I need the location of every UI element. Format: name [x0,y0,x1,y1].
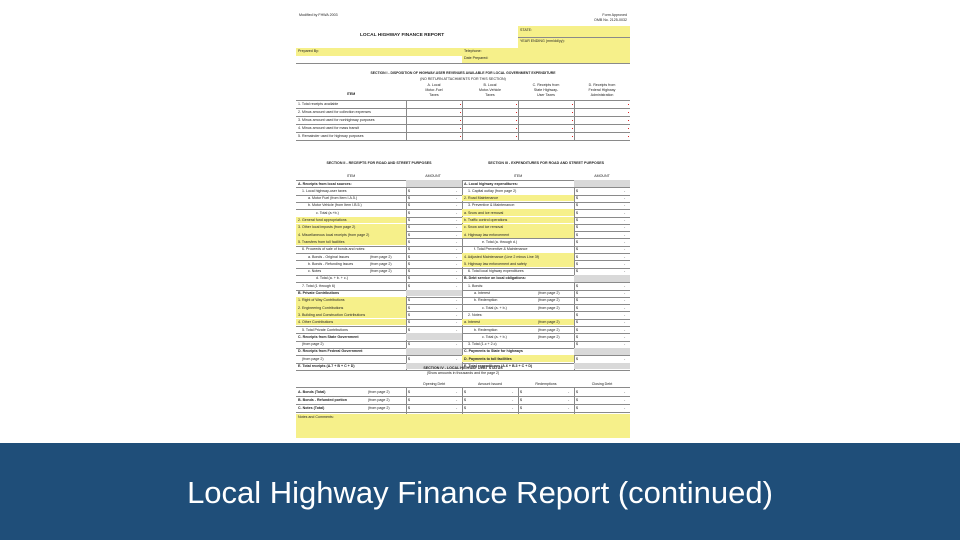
section3-row-label: 2. Notes: [468,312,483,317]
section4-col-header: Closing Debt [591,382,613,386]
section1-rule [296,116,630,117]
section1-subtitle: (NO RETURN ATTACHMENTS FOR THIS SECTION) [420,77,506,81]
section3-dollar-sign: $ [576,298,578,303]
marker-icon [572,104,573,105]
marker-icon [516,120,517,121]
section4-col-divider [518,387,519,414]
section2-dollar-sign: $ [408,254,410,259]
marker-icon [572,120,573,121]
section3-dollar-sign: $ [576,291,578,295]
section3-dollar-sign: $ [576,327,578,332]
section4-dollar-sign: $ [520,389,522,394]
section4-rule [296,404,630,405]
section4-amount-dash: - [512,389,514,394]
section3-row-note: (from page 2) [538,305,560,310]
section2-amount-dash: - [456,305,458,310]
marker-icon [460,104,461,105]
section2-row-label: c. Total (a.+b.) [316,210,339,215]
section3-row-label: f. Total Preventive & Maintenance [474,247,528,252]
section4-col-divider [574,387,575,414]
section4-col-header: Amount Issued [478,382,502,386]
section2-gray-cell [406,180,462,187]
section3-dollar-sign: $ [576,239,578,244]
section2-amount-dash: - [456,254,458,259]
section2-title: SECTION II - RECEIPTS FOR ROAD AND STREET PURPOSES [326,161,432,165]
section3-amount-dash: - [624,320,626,325]
section3-row-label: e. Total (a. through d.) [482,239,518,244]
section2-row-label: B. Private Contributions [298,291,340,295]
section3-dollar-sign: $ [576,269,578,274]
marker-icon [628,136,629,137]
section2-amount-dash: - [456,232,458,237]
section2-dollar-sign: $ [408,305,410,310]
section4-row-note: (from page 2) [368,405,390,410]
section1-col-header: Motor-Vehicle [479,88,501,92]
section3-row-label: 6. Total local highway expenditures [468,269,524,274]
section2-dollar-sign: $ [408,188,410,193]
section4-amount-dash: - [624,405,626,410]
section3-row-label: D. Payments to toll facilities [464,356,512,361]
section4-amount-dash: - [456,405,458,410]
section1-col-divider [574,100,575,140]
section2-row-label: 2. Engineering Contributions [298,305,344,310]
section3-dollar-sign: $ [576,210,578,215]
section3-row-label: 2. Road Maintenance [464,196,499,201]
section3-row-label: 5. Highway law enforcement and safety [464,261,527,266]
section2-dollar-sign: $ [408,210,410,215]
section3-amount-dash: - [624,305,626,310]
section3-row-label: c. Total (a. + b.) [482,334,507,339]
section4-amount-dash: - [512,397,514,402]
form-title: LOCAL HIGHWAY FINANCE REPORT [360,33,445,38]
section3-amount-dash: - [624,232,626,237]
section3-row-label: b. Traffic control operations [464,218,508,222]
state-label: STATE: [520,28,533,32]
section4-dollar-sign: $ [408,397,410,402]
section1-col-header: Motor-Fuel [425,88,443,92]
section2-dollar-sign: $ [408,312,410,317]
section1-rule [296,124,630,125]
form-modified-note: Modified by FHWA 2003 [299,13,338,17]
section2-row-label: C. Receipts from State Government [298,334,359,339]
section2-dollar-sign: $ [408,298,410,303]
section3-row-label: C. Payments to State for highways [464,349,523,354]
section1-rule [296,132,630,133]
section3-dollar-sign: $ [576,356,578,361]
section1-col-header: Taxes [485,93,495,97]
section2-amount-dash: - [456,188,458,193]
section3-dollar-sign: $ [576,305,578,310]
marker-icon [460,136,461,137]
section1-col-header: Taxes [429,93,439,97]
section4-amount-dash: - [456,397,458,402]
section2-dollar-sign: $ [408,203,410,208]
marker-icon [572,136,573,137]
section2-row-label: 3. Other local imposts (from page 2) [298,225,356,230]
section2-dollar-sign: $ [408,239,410,244]
section3-amount-dash: - [624,269,626,274]
section2-amount-dash: - [456,356,458,361]
section3-amount-dash: - [624,254,626,259]
section1-col-header: Federal Highway [588,88,616,92]
section2-row-label: d. Total (a. + b. + c.) [316,276,348,281]
marker-icon [572,112,573,113]
section2-row-label: 5. Transfers from toll facilities [298,239,345,244]
section2-row-label: 4. Other Contributions [298,320,334,325]
section3-amount-dash: - [624,203,626,208]
section1-col-header: State Highway- [533,88,559,92]
section3-title: SECTION III - EXPENDITURES FOR ROAD AND STREET PURPOSES [487,161,605,165]
section1-col-header: Administration [590,93,614,97]
section2-gray-cell [406,348,462,355]
section3-row-label: c. Snow and ice removal [464,225,504,230]
section1-col-header: C. Receipts from [532,83,560,87]
section2-amount-dash: - [456,298,458,303]
section3-row-label: 3. Total (1.c + 2.c) [468,342,497,347]
section3-row-label: 1. Capital outlay (from page 2) [468,188,517,193]
section2-dollar-sign: $ [408,232,410,237]
section4-col-divider [406,387,407,414]
section3-row-note: (from page 2) [538,291,560,295]
highway-finance-form-image [296,10,630,438]
section4-dollar-sign: $ [576,405,578,410]
section3-amount-dash: - [624,218,626,222]
section4-dollar-sign: $ [520,405,522,410]
section4-col-divider [462,387,463,414]
section3-rule [462,311,630,312]
section4-row-label: C. Notes (Total) [298,405,325,410]
section3-amount-dash: - [624,298,626,303]
section2-dollar-sign: $ [408,283,410,288]
section2-amount-dash: - [456,239,458,244]
section3-row-label: c. Total (a. + b.) [482,305,507,310]
section3-row-label: 4. Adjusted Maintenance (Line 2 minus Line 3f) [464,254,539,259]
section3-row-label: d. Highway law enforcement [464,232,510,237]
section2-amount-dash: - [456,210,458,215]
section2-row-label: a. Motor Fuel (from Item I.A.5.) [308,196,358,201]
section3-row-note: (from page 2) [538,298,560,303]
section4-rule [296,412,630,413]
section2-row-label: b. Bonds - Refunding Issues [308,261,354,266]
section1-col-header: User Taxes [537,93,555,97]
section3-row-label: a. Snow and ice removal [464,210,504,215]
section4-amount-dash: - [568,405,570,410]
section3-dollar-sign: $ [576,225,578,230]
section2-row-label: 7. Total (1 through 6) [302,283,336,288]
marker-icon [516,112,517,113]
section2-amount-dash: - [456,203,458,208]
section2-row-label: c. Notes [308,269,322,274]
section2-amount-dash: - [456,276,458,281]
notes-field [296,414,630,438]
marker-icon [516,136,517,137]
marker-icon [460,128,461,129]
section2-row-label: 1. Local highway-user taxes [302,188,347,193]
section3-gray-cell [574,275,630,282]
section4-title: SECTION IV - LOCAL HIGHWAY DEBT STATUS [423,366,503,370]
section3-amount-dash: - [624,356,626,361]
section4-dollar-sign: $ [576,397,578,402]
marker-icon [516,128,517,129]
section2-row-label: 5. Total Private Contributions [302,327,348,332]
section4-amount-dash: - [512,405,514,410]
section3-rule [462,282,630,283]
section3-row-label: B. Debt service on local obligations: [464,276,526,281]
section3-row-label: A. Local highway expenditures: [464,181,518,186]
section2-amount-dash: - [456,218,458,222]
section4-rule [296,387,630,388]
section4-row-label: B. Bonds - Refunded portion [298,397,347,402]
section3-amount-dash: - [624,261,626,266]
section3-dollar-sign: $ [576,232,578,237]
section3-amount-dash: - [624,247,626,252]
section3-dollar-sign: $ [576,320,578,325]
section1-title: SECTION I - DISPOSITION OF HIGHWAY-USER REVENUES AVAILABLE FOR LOCAL GOVERNMENT EXPENDITURE [370,71,556,75]
section3-row-label: a. Interest [474,291,490,295]
section3-dollar-sign: $ [576,334,578,339]
section3-amount-dash: - [624,210,626,215]
slide-caption: Local Highway Finance Report (continued) [187,475,773,510]
prepared-by-label: Prepared By: [298,49,319,53]
section4-row-label: A. Bonds (Total) [298,389,326,394]
form-approved-note: Form Approved [602,13,627,17]
section4-amount-dash: - [568,389,570,394]
section2-row-label: 3. Building and Construction Contributions [298,312,366,317]
section1-col-header: B. Local [483,83,497,87]
section3-row-label: b. Redemption [474,298,498,303]
section3-row-note: (from page 2) [538,320,560,325]
section3-item-header: ITEM [513,174,523,178]
section4-dollar-sign: $ [408,405,410,410]
section1-row-label: 5. Remainder used for highway purposes [298,134,364,138]
section4-dollar-sign: $ [464,397,466,402]
section4-amount-dash: - [624,397,626,402]
section2-row-note: (from page 2) [370,254,392,259]
section2-row-label: (from page 2) [302,356,324,361]
section2-dollar-sign: $ [408,261,410,266]
marker-icon [628,112,629,113]
marker-icon [460,112,461,113]
section2-amount-dash: - [456,225,458,230]
section2-dollar-sign: $ [408,218,410,222]
section3-dollar-sign: $ [576,312,578,317]
section4-dollar-sign: $ [464,405,466,410]
section3-dollar-sign: $ [576,342,578,347]
section3-dollar-sign: $ [576,196,578,201]
section2-row-label: (from page 2) [302,342,324,347]
section2-amount-dash: - [456,283,458,288]
section2-amount-dash: - [456,327,458,332]
section3-amount-dash: - [624,225,626,230]
section2-dollar-sign: $ [408,342,410,347]
section2-row-label: E. Total receipts (A.7 + B + C + D) [298,364,355,368]
section3-gray-cell [574,348,630,355]
section4-row-note: (from page 2) [368,397,390,402]
section3-amount-dash: - [624,291,626,295]
section3-dollar-sign: $ [576,261,578,266]
section2-dollar-sign: $ [408,269,410,274]
section1-col-divider [518,100,519,140]
section2-amount-dash: - [456,320,458,325]
section2-dollar-sign: $ [408,327,410,332]
section1-row-label: 4. Minus amount used for mass transit [298,126,359,130]
section4-col-header: Redemptions [535,382,557,386]
date-prepared-label: Date Prepared: [464,56,489,60]
section2-row-label: b. Motor Vehicle (from Item I.B.5.) [308,203,362,208]
section3-amount-header: AMOUNT [594,174,610,178]
section2-row-note: (from page 2) [370,261,392,266]
section3-amount-dash: - [624,312,626,317]
section3-amount-dash: - [624,196,626,201]
section4-subtitle: (Show amounts in thousands and the page 2) [426,371,500,375]
section1-row-label: 3. Minus amount used for nonhighway purposes [298,118,375,122]
section3-row-note: (from page 2) [538,334,560,339]
section3-dollar-sign: $ [576,218,578,222]
section1-rule [296,100,630,101]
section2-row-label: 2. General fund appropriations [298,218,347,222]
section2-amount-dash: - [456,196,458,201]
section3-amount-dash: - [624,342,626,347]
section4-dollar-sign: $ [464,389,466,394]
section4-amount-dash: - [568,397,570,402]
section2-row-label: A. Receipts from local sources: [298,181,352,186]
year-ending-label: YEAR ENDING (mm/dd/yy): [520,39,565,43]
section3-dollar-sign: $ [576,188,578,193]
notes-label: Notes and Comments: [298,415,334,419]
section3-dollar-sign: $ [576,254,578,259]
section4-dollar-sign: $ [576,389,578,394]
marker-icon [628,120,629,121]
section2-gray-cell [406,333,462,340]
section3-amount-dash: - [624,327,626,332]
section3-row-label: 1. Bonds: [468,283,484,288]
section2-amount-dash: - [456,312,458,317]
section2-row-label: 6. Proceeds of sale of bonds and notes: [302,247,366,252]
section3-amount-dash: - [624,188,626,193]
section3-dollar-sign: $ [576,247,578,252]
marker-icon [572,128,573,129]
section3-row-label: E. Total expenditures (A.6 + B.3 + C + D) [464,364,533,368]
section2-dollar-sign: $ [408,247,410,252]
section4-dollar-sign: $ [520,397,522,402]
section1-item-header: ITEM [346,92,356,96]
marker-icon [516,104,517,105]
section1-row-label: 1. Total receipts available [298,102,339,106]
section1-rule [296,140,630,141]
section4-dollar-sign: $ [408,389,410,394]
section3-gray-cell [574,180,630,187]
section4-row-note: (from page 2) [368,389,390,394]
section2-row-label: 1. Right of Way Contributions [298,298,345,303]
section2-amount-dash: - [456,261,458,266]
marker-icon [628,128,629,129]
section1-rule [296,108,630,109]
section2-amount-dash: - [456,269,458,274]
telephone-label: Telephone: [464,49,482,53]
section4-col-header: Opening Debt [422,382,446,386]
section1-col-divider [406,100,407,140]
section3-amount-dash: - [624,334,626,339]
section2-row-label: 4. Miscellaneous local receipts (from page 2) [298,232,370,237]
section2-row-note: (from page 2) [370,269,392,274]
section1-col-header: D. Receipts from [588,83,616,87]
section1-row-label: 2. Minus amount used for collection expenses [298,110,371,114]
section3-amount-dash: - [624,283,626,288]
section2-dollar-sign: $ [408,320,410,325]
section2-amount-dash: - [456,342,458,347]
section2-amount-dash: - [456,247,458,252]
prepared-by-field [296,48,462,56]
section3-dollar-sign: $ [576,283,578,288]
section4-amount-dash: - [456,389,458,394]
section2-dollar-sign: $ [408,276,410,281]
section3-amount-dash: - [624,239,626,244]
section1-col-divider [462,100,463,140]
section2-item-header: ITEM [346,174,356,178]
section3-row-label: a. Interest [464,320,480,325]
section2-gray-cell [406,290,462,297]
section2-dollar-sign: $ [408,225,410,230]
section2-amount-header: AMOUNT [425,174,441,178]
section3-row-label: b. Redemption [474,327,498,332]
omb-number: OMB No. 2125-0032 [594,18,627,22]
section3-row-label: 3. Preventive & Maintenance: [468,203,515,208]
section3-row-note: (from page 2) [538,327,560,332]
section2-dollar-sign: $ [408,356,410,361]
section2-row-label: a. Bonds - Original Issues [308,254,350,259]
section2-row-label: D. Receipts from Federal Government [298,349,363,354]
section4-amount-dash: - [624,389,626,394]
section2-dollar-sign: $ [408,196,410,201]
marker-icon [460,120,461,121]
marker-icon [628,104,629,105]
section3-dollar-sign: $ [576,203,578,208]
section1-col-header: A. Local [427,83,441,87]
